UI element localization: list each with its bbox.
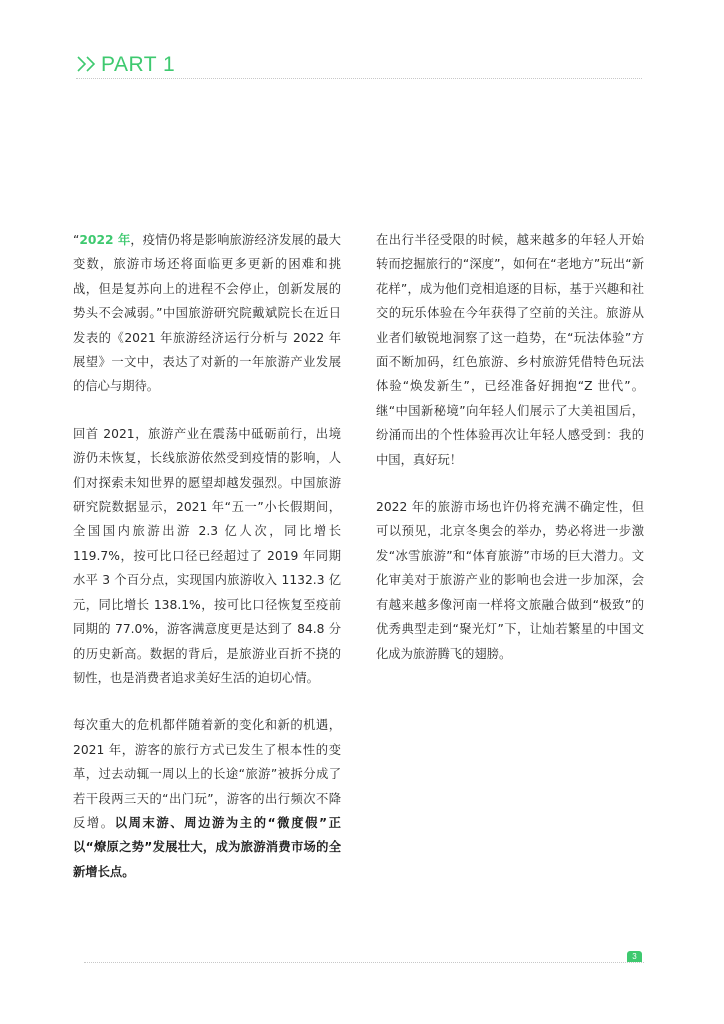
paragraph-review-2021: 回首 2021，旅游产业在震荡中砥砺前行，出境游仍未恢复，长线旅游依然受到疫情的影响，人们对探索未知世界的愿望却越发强烈。中国旅游研究院数据显示，2021 年“五一”小长假期间，全国国内旅游出游 2.3 亿人次，同比增长 119.7%，按可比口径已经超过了 2019 年同期水平 3 个百分点，实现国内旅游收入 1132.3 亿元，同比增长 138.1%，按可比口径恢复至疫前同期的 77.0%，游客满意度更是达到了 84.8 分的历史新高。数据的背后，是旅游业百折不挠的韧性，也是消费者追求美好生活的迫切心情。	[73, 426, 341, 685]
year-highlight: 2022 年	[79, 233, 131, 247]
double-chevron-right-icon	[76, 55, 100, 73]
paragraph-young-travelers: 在出行半径受限的时候，越来越多的年轻人开始转而挖掘旅行的“深度”，如何在“老地方”玩出“新花样”，成为他们竞相追逐的目标，基于兴趣和社交的玩乐体验在今年获得了空前的关注。旅游从业者们敏锐地洞察了这一趋势，在“玩法体验”方面不断加码，红色旅游、乡村旅游凭借特色玩法体验“焕发新生”，已经准备好拥抱“Z 世代”。继“中国新秘境”向年轻人们展示了大美祖国后，纷涌而出的个性体验再次让年轻人感受到：我的中国，真好玩！	[376, 233, 644, 467]
footer-divider	[84, 962, 644, 963]
left-column	[73, 228, 341, 907]
right-column	[376, 228, 644, 689]
paragraph-intro	[73, 228, 341, 399]
travel-change-text: 每次重大的危机都伴随着新的变化和新的机遇，2021 年，游客的旅行方式已发生了根本性的变革，过去动辄一周以上的长途“旅游”被拆分成了若干段两三天的“出门玩”，游客的出行频次不降反增。	[73, 718, 341, 830]
header-divider	[76, 78, 642, 79]
section-header	[76, 52, 642, 82]
intro-text: ，疫情仍将是影响旅游经济发展的最大变数，旅游市场还将面临更多更新的困难和挑战，但是复苏向上的进程不会停止，创新发展的势头不会减弱。”中国旅游研究院戴斌院长在近日发表的《2021 年旅游经济运行分析与 2022 年展望》一文中，表达了对新的一年旅游产业发展的信心与期待。	[73, 233, 341, 394]
page-number: 3	[627, 951, 642, 962]
paragraph-outlook-2022: 2022 年的旅游市场也许仍将充满不确定性，但可以预见，北京冬奥会的举办，势必将进一步激发“冰雪旅游”和“体育旅游”市场的巨大潜力。文化审美对于旅游产业的影响也会进一步加深，会有越来越多像河南一样将文旅融合做到“极致”的优秀典型走到“聚光灯”下，让灿若繁星的中国文化成为旅游腾飞的翅膀。	[376, 500, 644, 661]
part-title: PART 1	[101, 53, 176, 76]
micro-vacation-emphasis: 以周末游、周边游为主的“微度假”正以“燎原之势”发展壮大，成为旅游消费市场的全新增长点。	[73, 815, 341, 879]
open-quote: “	[73, 233, 80, 247]
paragraph-travel-change	[73, 713, 341, 884]
